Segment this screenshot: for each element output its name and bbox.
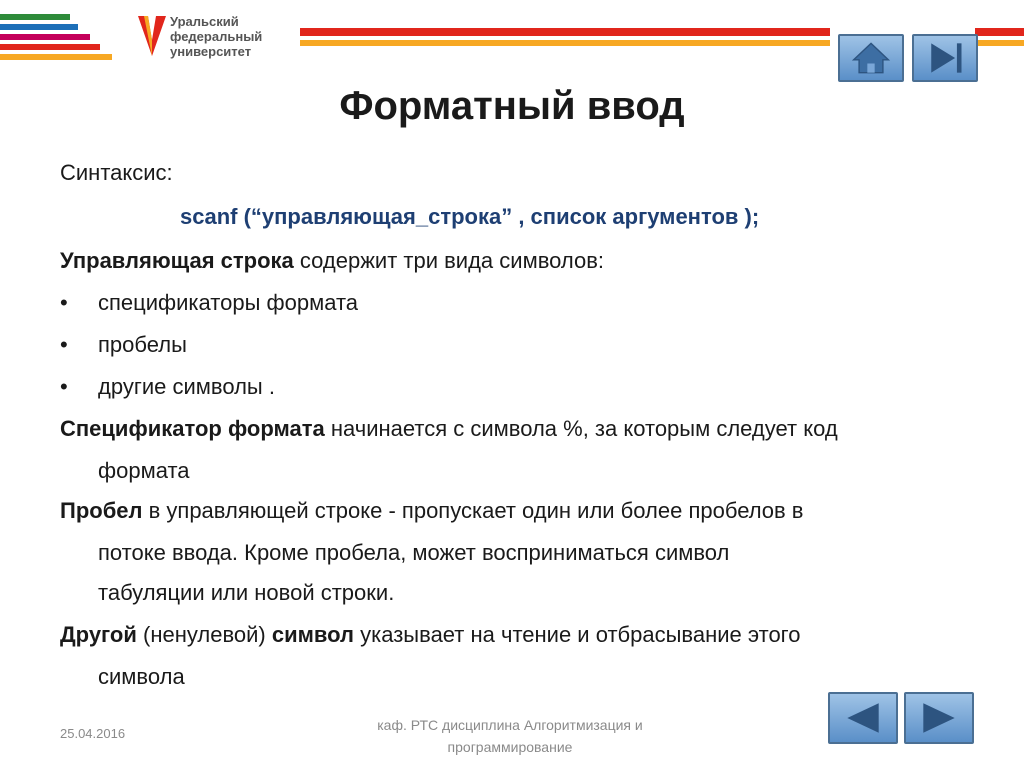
home-button[interactable] xyxy=(838,34,904,82)
next-icon xyxy=(906,694,972,742)
previous-icon xyxy=(830,694,896,742)
other-bold-2: символ xyxy=(271,622,355,647)
bullet-text: пробелы xyxy=(98,332,187,357)
other-mid: (ненулевой) xyxy=(136,622,272,647)
format-spec-line xyxy=(60,408,838,450)
bullet-icon: • xyxy=(60,374,68,399)
footer-date: 25.04.2016 xyxy=(60,726,126,741)
syntax-code: scanf (“управляющая_строка” , список аргументов ); xyxy=(180,204,760,229)
format-spec-rest: начинается с символа %, за которым следует код xyxy=(324,416,838,441)
university-logo-text: Уральский федеральный университет xyxy=(170,14,263,59)
space-rest: в управляющей строке - пропускает один или более пробелов в xyxy=(142,498,804,523)
other-rest: указывает на чтение и отбрасывание этого xyxy=(354,622,801,647)
format-spec-bold: Спецификатор формата xyxy=(60,416,325,441)
bullet-text: другие символы . xyxy=(98,374,275,399)
footer-note: каф. РТС дисциплина Алгоритмизация и программирование xyxy=(377,717,643,755)
university-logo-icon xyxy=(138,14,166,58)
home-icon xyxy=(840,36,902,80)
space-cont-1: потоке ввода. Кроме пробела, может восприниматься символ xyxy=(98,540,730,565)
next-slide-button[interactable] xyxy=(904,692,974,744)
syntax-label: Синтаксис: xyxy=(60,160,173,185)
bullet-icon: • xyxy=(60,290,68,315)
space-bold: Пробел xyxy=(60,498,143,523)
space-line xyxy=(60,490,804,532)
bullet-text: спецификаторы формата xyxy=(98,290,359,315)
other-cont: символа xyxy=(98,664,185,689)
control-string-line xyxy=(60,240,604,282)
skip-to-end-icon xyxy=(914,36,976,80)
format-spec-cont: формата xyxy=(98,458,190,483)
bullet-icon: • xyxy=(60,332,68,357)
control-string-rest: содержит три вида символов: xyxy=(293,248,605,273)
other-symbol-line xyxy=(60,614,800,656)
other-bold-1: Другой xyxy=(60,622,137,647)
skip-to-end-button[interactable] xyxy=(912,34,978,82)
control-string-bold: Управляющая строка xyxy=(60,248,294,273)
space-cont-2: табуляции или новой строки. xyxy=(98,580,395,605)
slide-title: Форматный ввод xyxy=(339,84,685,128)
previous-slide-button[interactable] xyxy=(828,692,898,744)
